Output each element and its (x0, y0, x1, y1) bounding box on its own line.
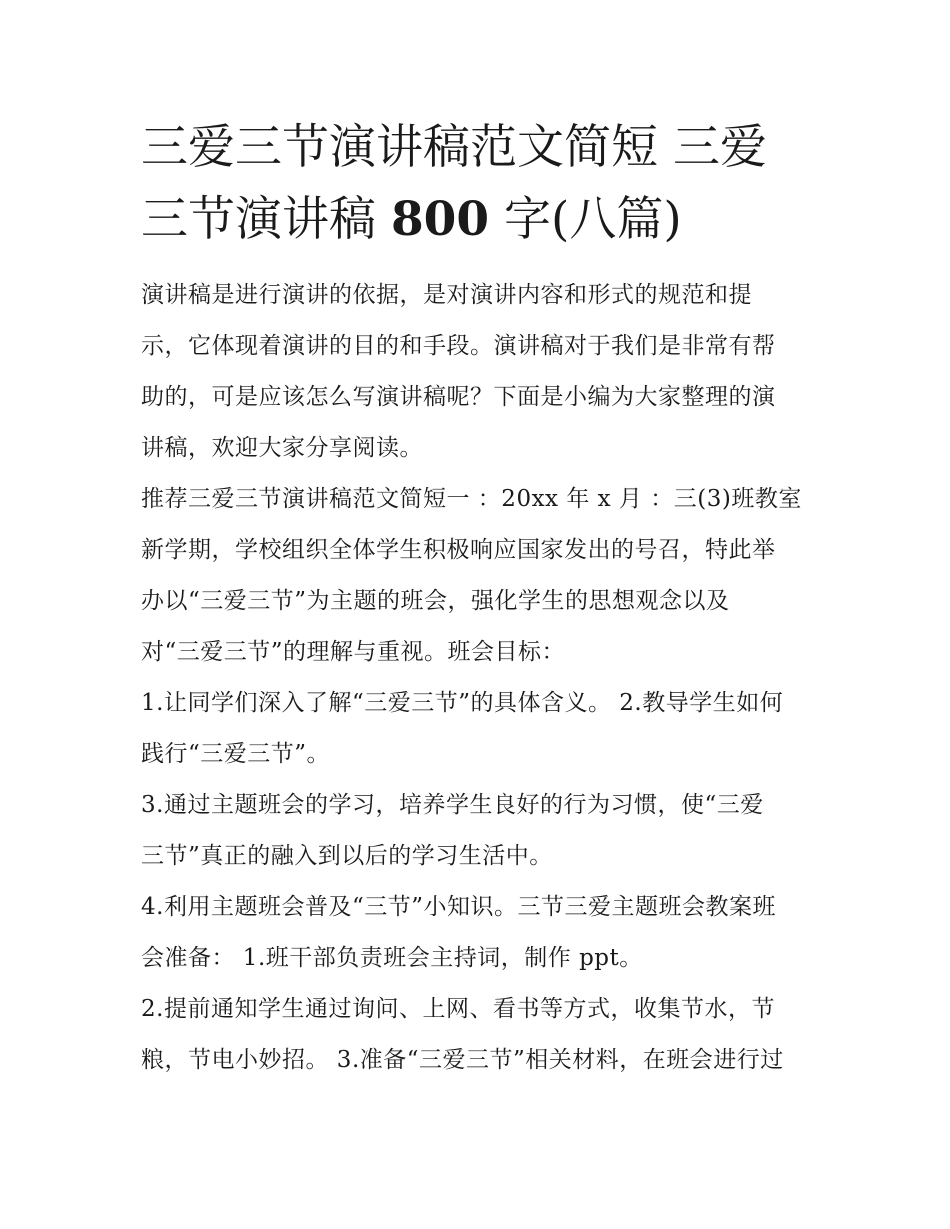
text-line: 践行“三爱三节”。 (141, 741, 331, 767)
text-line: 1.让同学们深入了解“三爱三节”的具体含义。 2.教导学生如何 (141, 690, 784, 716)
paragraph-goal-4 (141, 882, 816, 984)
text-line: 讲稿，欢迎大家分享阅读。 (141, 435, 423, 461)
text-line: 2.提前通知学生通过询问、上网、看书等方式，收集节水，节 (141, 996, 775, 1022)
text-line: 三节”真正的融入到以后的学习生活中。 (141, 843, 553, 869)
text-line: 会准备： 1.班干部负责班会主持词，制作 ppt。 (141, 945, 643, 971)
title-line-2 (141, 184, 816, 256)
text-line: 粮，节电小妙招。 3.准备“三爱三节”相关材料，在班会进行过 (141, 1047, 784, 1073)
text-line: 4.利用主题班会普及“三节”小知识。三节三爱主题班会教案班 (141, 894, 776, 920)
title-line-2-number: 800 (390, 192, 490, 247)
text-line: 示，它体现着演讲的目的和手段。演讲稿对于我们是非常有帮 (141, 333, 776, 359)
title-line-2-suffix: 字(八篇) (489, 192, 682, 247)
paragraph-goal-1 (141, 678, 816, 780)
paragraph-goal-3 (141, 780, 816, 882)
text-line: 办以“三爱三节”为主题的班会，强化学生的思想观念以及 (141, 588, 730, 614)
paragraph-preparation (141, 984, 816, 1086)
title-line-1: 三爱三节演讲稿范文简短 三爱 (141, 120, 767, 175)
text-line: 3.通过主题班会的学习，培养学生良好的行为习惯，使“三爱 (141, 792, 764, 818)
text-line: 新学期，学校组织全体学生积极响应国家发出的号召，特此举 (141, 537, 776, 563)
text-line: 助的，可是应该怎么写演讲稿呢？下面是小编为大家整理的演 (141, 384, 776, 410)
title-line-2-prefix: 三节演讲稿 (141, 192, 391, 247)
text-line: 推荐三爱三节演讲稿范文简短一 ：20xx 年 x 月 ：三(3)班教室 (141, 486, 802, 512)
document-page (141, 112, 816, 1086)
paragraph-recommendation (141, 474, 816, 678)
document-body (141, 270, 816, 1086)
paragraph-intro (141, 270, 816, 474)
text-line: 演讲稿是进行演讲的依据，是对演讲内容和形式的规范和提 (141, 282, 752, 308)
document-title (141, 112, 816, 256)
text-line: 对“三爱三节”的理解与重视。班会目标： (141, 639, 566, 665)
